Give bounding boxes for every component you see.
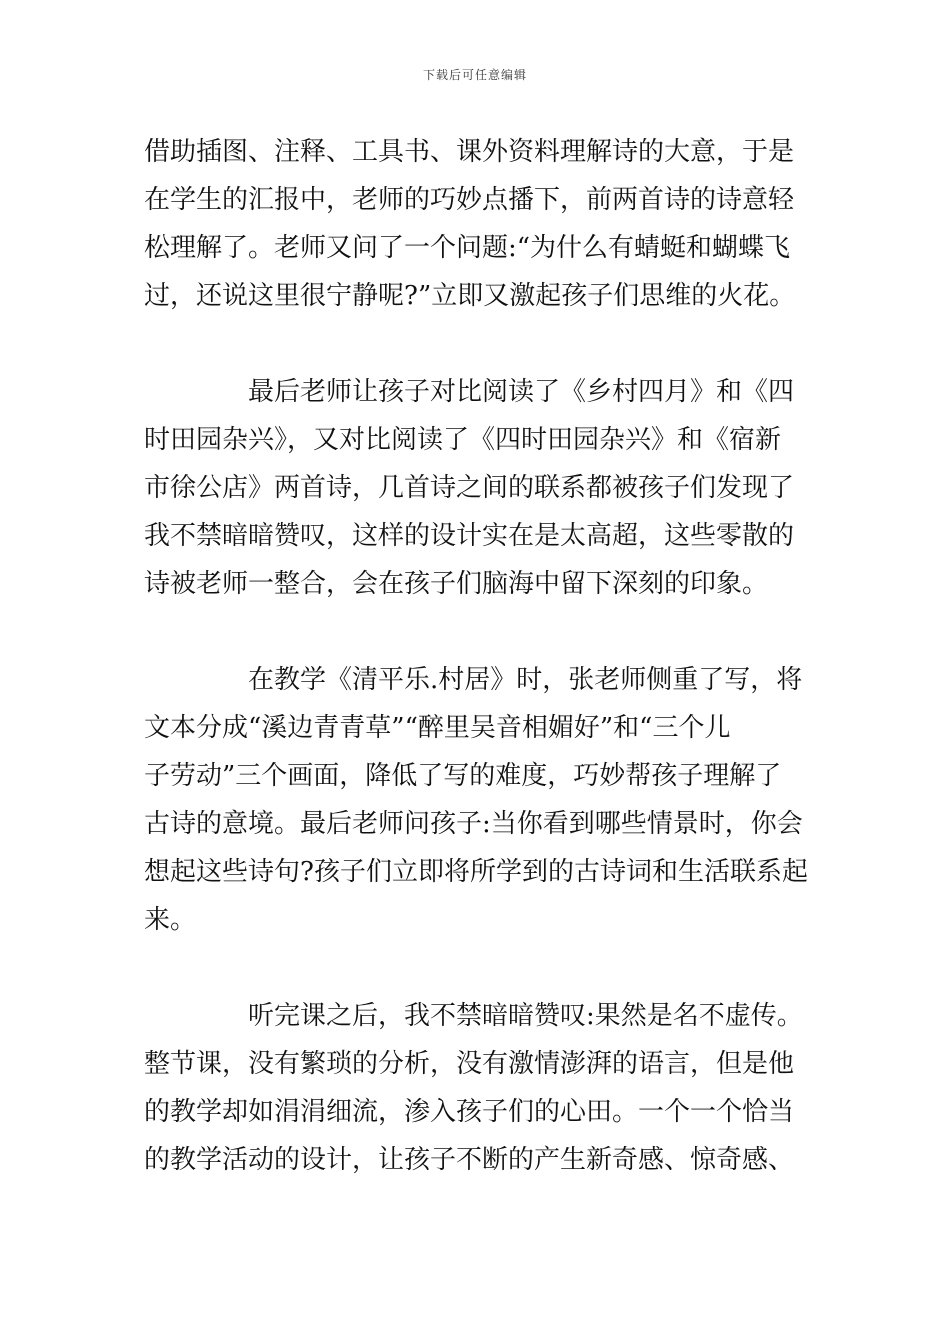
text-line: 在教学《清平乐.村居》时，张老师侧重了写，将 xyxy=(248,665,803,695)
text-line: 在学生的汇报中，老师的巧妙点播下，前两首诗的诗意轻 xyxy=(144,185,795,215)
paragraph-4 xyxy=(144,992,810,1184)
text-line: 来。 xyxy=(144,905,197,935)
text-line: 听完课之后，我不禁暗暗赞叹:果然是名不虚传。 xyxy=(248,1001,803,1031)
text-line: 我不禁暗暗赞叹，这样的设计实在是太高超，这些零散的 xyxy=(144,521,795,551)
paragraph-3 xyxy=(144,656,810,944)
text-line: 时田园杂兴》，又对比阅读了《四时田园杂兴》和《宿新 xyxy=(144,425,782,455)
text-line: 文本分成“溪边青青草”“醉里吴音相媚好”和“三个儿 xyxy=(144,713,731,743)
text-line: 的教学活动的设计，让孩子不断的产生新奇感、惊奇感、 xyxy=(144,1145,795,1175)
text-line: 诗被老师一整合，会在孩子们脑海中留下深刻的印象。 xyxy=(144,569,769,599)
paragraph-spacer xyxy=(144,608,810,656)
text-line: 想起这些诗句?孩子们立即将所学到的古诗词和生活联系起 xyxy=(144,857,808,887)
text-line: 子劳动”三个画面，降低了写的难度，巧妙帮孩子理解了 xyxy=(144,761,782,791)
text-line: 整节课，没有繁琐的分析，没有激情澎湃的语言，但是他 xyxy=(144,1049,795,1079)
text-line: 市徐公店》两首诗，几首诗之间的联系都被孩子们发现了 xyxy=(144,473,795,503)
paragraph-1 xyxy=(144,128,810,320)
text-line: 古诗的意境。最后老师问孩子:当你看到哪些情景时，你会 xyxy=(144,809,803,839)
paragraph-2 xyxy=(144,368,810,608)
page-header: 下载后可任意编辑 xyxy=(422,68,527,82)
text-line: 松理解了。老师又问了一个问题:“为什么有蜻蜓和蝴蝶飞 xyxy=(144,233,791,263)
text-line: 最后老师让孩子对比阅读了《乡村四月》和《四 xyxy=(248,377,795,407)
paragraph-spacer xyxy=(144,944,810,992)
paragraph-spacer xyxy=(144,320,810,368)
text-line: 借助插图、注释、工具书、课外资料理解诗的大意，于是 xyxy=(144,137,795,167)
text-line: 的教学却如涓涓细流，渗入孩子们的心田。一个一个恰当 xyxy=(144,1097,795,1127)
document-body xyxy=(144,128,810,1184)
text-line: 过，还说这里很宁静呢?”立即又激起孩子们思维的火花。 xyxy=(144,281,796,311)
